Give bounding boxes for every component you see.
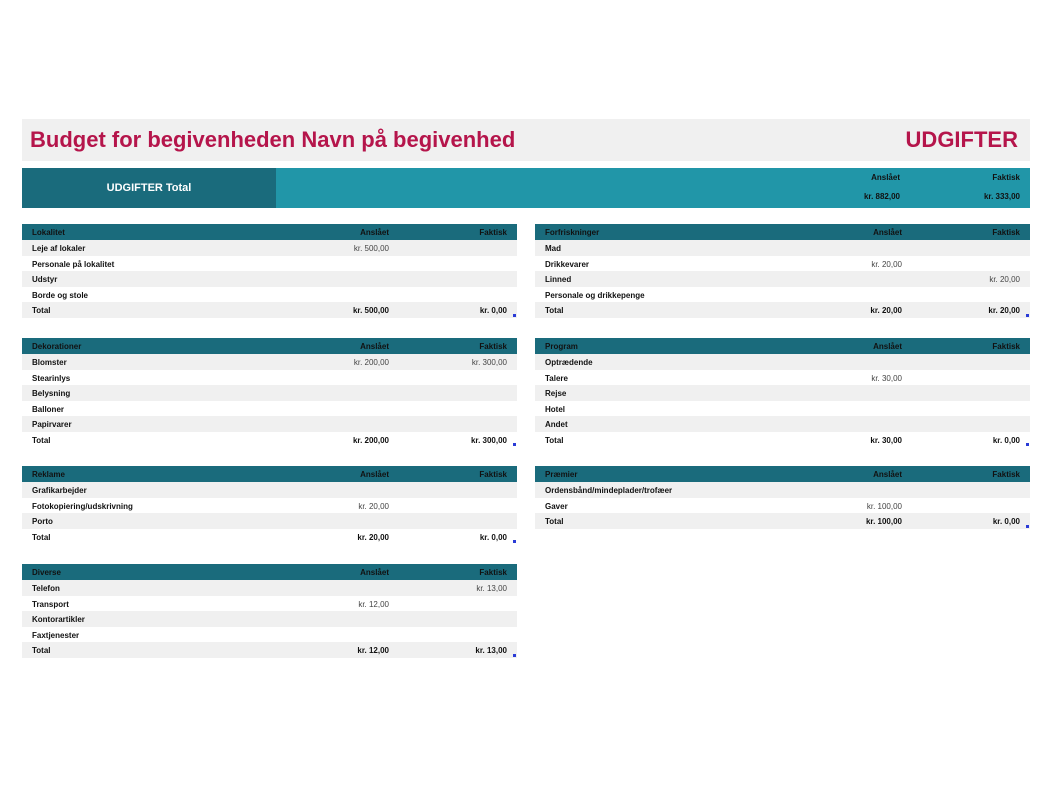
total-label: Total — [32, 532, 51, 542]
row-act-value[interactable]: kr. 13,00 — [476, 584, 507, 593]
total-label: Total — [32, 435, 51, 445]
table-resize-handle[interactable] — [513, 314, 516, 317]
row-label: Udstyr — [32, 275, 58, 284]
table-resize-handle[interactable] — [1026, 314, 1029, 317]
table-header — [535, 224, 1030, 240]
summary-label[interactable]: UDGIFTER Total — [22, 168, 276, 208]
act-column-header: Faktisk — [479, 470, 507, 479]
total-act-value[interactable]: kr. 20,00 — [988, 306, 1020, 315]
table-header — [22, 224, 517, 240]
total-est-value[interactable]: kr. 200,00 — [352, 435, 389, 445]
total-act-value[interactable]: kr. 0,00 — [992, 517, 1020, 526]
table-row[interactable] — [22, 596, 517, 612]
row-est-value[interactable]: kr. 200,00 — [353, 358, 389, 367]
total-est-value[interactable]: kr. 12,00 — [357, 646, 389, 655]
table-body — [22, 240, 517, 318]
table-header — [535, 338, 1030, 354]
row-est-value[interactable]: kr. 12,00 — [358, 599, 389, 609]
table-row[interactable] — [535, 354, 1030, 370]
table-resize-handle[interactable] — [513, 443, 516, 446]
table-row[interactable] — [22, 240, 517, 256]
table-row[interactable] — [22, 354, 517, 370]
table-body — [22, 354, 517, 447]
act-column-header: Faktisk — [992, 228, 1020, 237]
act-column-header: Faktisk — [992, 342, 1020, 351]
row-act-value[interactable]: kr. 300,00 — [471, 358, 507, 367]
table-header — [22, 338, 517, 354]
budget-table — [535, 338, 1030, 447]
table-row[interactable] — [22, 401, 517, 417]
title-bar — [22, 119, 1030, 161]
est-column-header: Anslået — [873, 470, 902, 479]
row-label: Stearinlys — [32, 373, 71, 383]
table-row[interactable] — [22, 513, 517, 529]
summary-est-header: Anslået — [871, 173, 900, 182]
row-label: Fotokopiering/udskrivning — [32, 501, 133, 511]
row-label: Drikkevarer — [545, 259, 590, 269]
table-title: Præmier — [545, 470, 578, 479]
est-column-header: Anslået — [360, 228, 389, 237]
page-subtitle: UDGIFTER — [905, 127, 1018, 152]
total-row[interactable] — [22, 529, 517, 545]
table-resize-handle[interactable] — [513, 654, 516, 657]
summary-est-total[interactable]: kr. 882,00 — [863, 192, 900, 201]
table-row[interactable] — [22, 370, 517, 386]
row-label: Gaver — [545, 501, 568, 511]
total-row[interactable] — [22, 642, 517, 658]
table-row[interactable] — [22, 627, 517, 643]
est-column-header: Anslået — [360, 342, 389, 351]
row-label: Hotel — [545, 404, 565, 414]
table-row[interactable] — [22, 580, 517, 596]
est-column-header: Anslået — [873, 228, 902, 237]
table-row[interactable] — [535, 256, 1030, 272]
row-label: Balloner — [32, 404, 65, 414]
row-est-value[interactable]: kr. 20,00 — [871, 259, 902, 269]
summary-act-total[interactable]: kr. 333,00 — [983, 192, 1020, 201]
act-column-header: Faktisk — [479, 568, 507, 577]
row-act-value[interactable]: kr. 20,00 — [989, 275, 1020, 284]
row-label: Linned — [545, 275, 572, 284]
row-label: Optrædende — [545, 358, 593, 367]
row-label: Leje af lokaler — [32, 244, 86, 253]
table-row[interactable] — [535, 498, 1030, 514]
total-label: Total — [32, 306, 51, 315]
row-label: Mad — [545, 244, 561, 253]
budget-table — [22, 466, 517, 544]
row-label: Porto — [32, 517, 53, 526]
table-resize-handle[interactable] — [513, 540, 516, 543]
total-act-value[interactable]: kr. 300,00 — [470, 435, 507, 445]
table-resize-handle[interactable] — [1026, 443, 1029, 446]
total-label: Total — [32, 646, 51, 655]
table-row[interactable] — [535, 401, 1030, 417]
total-label: Total — [545, 306, 564, 315]
table-body — [535, 240, 1030, 318]
row-label: Belysning — [32, 389, 71, 398]
table-resize-handle[interactable] — [1026, 525, 1029, 528]
est-column-header: Anslået — [360, 470, 389, 479]
total-act-value[interactable]: kr. 0,00 — [479, 306, 507, 315]
table-body — [22, 482, 517, 544]
budget-table — [22, 564, 517, 658]
row-label: Personale på lokalitet — [32, 259, 115, 269]
budget-table — [22, 338, 517, 447]
total-row[interactable] — [535, 432, 1030, 448]
row-label: Rejse — [545, 389, 567, 398]
summary-bar — [22, 168, 1030, 208]
table-header — [22, 466, 517, 482]
table-title: Forfriskninger — [545, 228, 600, 237]
row-label: Faxtjenester — [32, 630, 80, 640]
row-est-value[interactable]: kr. 30,00 — [871, 373, 902, 383]
table-header — [535, 466, 1030, 482]
table-row[interactable] — [22, 271, 517, 287]
table-row[interactable] — [535, 385, 1030, 401]
budget-table — [22, 224, 517, 318]
total-row[interactable] — [535, 302, 1030, 318]
total-row[interactable] — [22, 302, 517, 318]
summary-act-header: Faktisk — [992, 173, 1020, 182]
table-row[interactable] — [22, 482, 517, 498]
table-body — [535, 482, 1030, 529]
act-column-header: Faktisk — [992, 470, 1020, 479]
row-label: Kontorartikler — [32, 615, 85, 624]
row-label: Talere — [545, 373, 568, 383]
table-row[interactable] — [22, 385, 517, 401]
total-est-value[interactable]: kr. 100,00 — [865, 517, 902, 526]
table-row[interactable] — [535, 287, 1030, 303]
page-title: Budget for begivenheden Navn på begivenhed — [30, 127, 516, 152]
total-est-value[interactable]: kr. 30,00 — [870, 435, 902, 445]
row-label: Ordensbånd/mindeplader/trofæer — [545, 486, 673, 495]
table-row[interactable] — [535, 416, 1030, 432]
act-column-header: Faktisk — [479, 228, 507, 237]
table-row[interactable] — [22, 611, 517, 627]
table-row[interactable] — [535, 370, 1030, 386]
row-label: Andet — [545, 420, 568, 429]
total-row[interactable] — [535, 513, 1030, 529]
budget-table — [535, 224, 1030, 318]
row-est-value[interactable]: kr. 500,00 — [353, 244, 389, 253]
table-title: Dekorationer — [32, 342, 82, 351]
budget-table — [535, 466, 1030, 529]
row-label: Borde og stole — [32, 290, 89, 300]
row-label: Transport — [32, 599, 69, 609]
row-label: Papirvarer — [32, 420, 72, 429]
table-title: Lokalitet — [32, 228, 65, 237]
table-header — [22, 564, 517, 580]
row-label: Grafikarbejder — [32, 486, 87, 495]
row-label: Personale og drikkepenge — [545, 290, 645, 300]
table-title: Reklame — [32, 470, 65, 479]
row-label: Telefon — [32, 584, 60, 593]
table-title: Diverse — [32, 568, 61, 577]
table-body — [22, 580, 517, 658]
est-column-header: Anslået — [873, 342, 902, 351]
total-row[interactable] — [22, 432, 517, 448]
total-act-value[interactable]: kr. 13,00 — [475, 646, 507, 655]
row-label: Blomster — [32, 358, 67, 367]
total-act-value[interactable]: kr. 0,00 — [992, 435, 1020, 445]
total-label: Total — [545, 517, 564, 526]
total-est-value[interactable]: kr. 20,00 — [870, 306, 902, 315]
total-est-value[interactable]: kr. 500,00 — [352, 306, 389, 315]
row-est-value[interactable]: kr. 100,00 — [866, 501, 902, 511]
total-est-value[interactable]: kr. 20,00 — [357, 532, 389, 542]
table-row[interactable] — [22, 498, 517, 514]
table-row[interactable] — [535, 240, 1030, 256]
table-row[interactable] — [535, 271, 1030, 287]
total-act-value[interactable]: kr. 0,00 — [479, 532, 507, 542]
table-row[interactable] — [22, 287, 517, 303]
table-row[interactable] — [22, 416, 517, 432]
est-column-header: Anslået — [360, 568, 389, 577]
table-row[interactable] — [22, 256, 517, 272]
table-row[interactable] — [535, 482, 1030, 498]
total-label: Total — [545, 435, 564, 445]
table-title: Program — [545, 342, 578, 351]
table-body — [535, 354, 1030, 447]
row-est-value[interactable]: kr. 20,00 — [358, 501, 389, 511]
act-column-header: Faktisk — [479, 342, 507, 351]
